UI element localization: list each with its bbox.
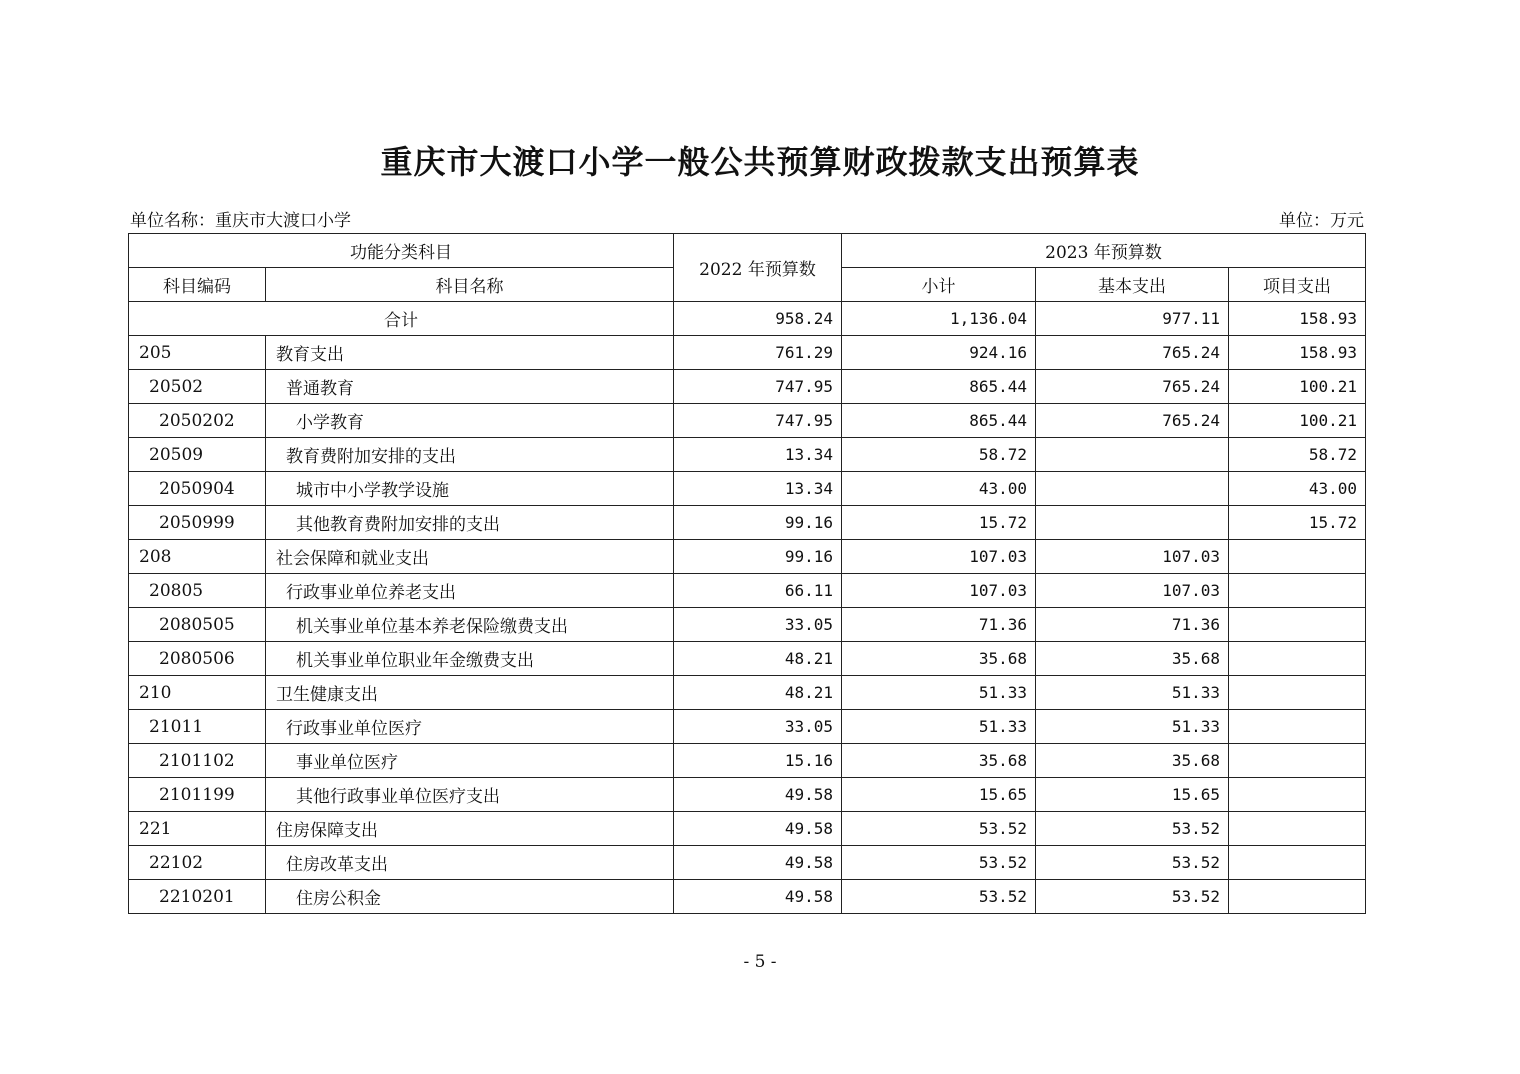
row-code: 2101199 <box>129 778 266 812</box>
row-budget-2022: 48.21 <box>674 642 842 676</box>
row-budget-2022: 49.58 <box>674 778 842 812</box>
row-project <box>1229 676 1366 710</box>
row-name: 住房保障支出 <box>266 812 674 846</box>
row-name: 社会保障和就业支出 <box>266 540 674 574</box>
header-basic: 基本支出 <box>1036 268 1229 302</box>
row-basic <box>1036 438 1229 472</box>
total-basic: 977.11 <box>1036 302 1229 336</box>
row-project: 100.21 <box>1229 370 1366 404</box>
table-row <box>129 812 1366 846</box>
row-budget-2022: 747.95 <box>674 404 842 438</box>
row-code: 2050904 <box>129 472 266 506</box>
row-code: 221 <box>129 812 266 846</box>
row-subtotal: 51.33 <box>842 710 1036 744</box>
row-code: 22102 <box>129 846 266 880</box>
row-budget-2022: 49.58 <box>674 846 842 880</box>
table-row <box>129 744 1366 778</box>
row-subtotal: 71.36 <box>842 608 1036 642</box>
total-project: 158.93 <box>1229 302 1366 336</box>
table-row <box>129 404 1366 438</box>
row-project <box>1229 744 1366 778</box>
total-label: 合计 <box>129 302 674 336</box>
row-name: 教育支出 <box>266 336 674 370</box>
row-name: 机关事业单位基本养老保险缴费支出 <box>266 608 674 642</box>
row-code: 210 <box>129 676 266 710</box>
row-subtotal: 35.68 <box>842 642 1036 676</box>
table-row <box>129 472 1366 506</box>
row-subtotal: 58.72 <box>842 438 1036 472</box>
row-name: 普通教育 <box>266 370 674 404</box>
row-basic: 35.68 <box>1036 642 1229 676</box>
row-name: 其他行政事业单位医疗支出 <box>266 778 674 812</box>
table-row <box>129 438 1366 472</box>
row-subtotal: 53.52 <box>842 846 1036 880</box>
row-project <box>1229 710 1366 744</box>
row-basic: 35.68 <box>1036 744 1229 778</box>
row-subtotal: 865.44 <box>842 370 1036 404</box>
row-code: 208 <box>129 540 266 574</box>
document-meta <box>130 208 1364 234</box>
row-basic: 107.03 <box>1036 574 1229 608</box>
row-basic: 765.24 <box>1036 336 1229 370</box>
row-subtotal: 107.03 <box>842 540 1036 574</box>
row-budget-2022: 66.11 <box>674 574 842 608</box>
table-row <box>129 880 1366 914</box>
total-budget-2022: 958.24 <box>674 302 842 336</box>
row-project <box>1229 540 1366 574</box>
row-subtotal: 924.16 <box>842 336 1036 370</box>
row-subtotal: 15.72 <box>842 506 1036 540</box>
row-project: 15.72 <box>1229 506 1366 540</box>
table-row <box>129 540 1366 574</box>
row-basic: 765.24 <box>1036 404 1229 438</box>
row-budget-2022: 33.05 <box>674 608 842 642</box>
row-name: 行政事业单位养老支出 <box>266 574 674 608</box>
row-basic: 15.65 <box>1036 778 1229 812</box>
header-row-1 <box>129 234 1366 268</box>
row-basic: 53.52 <box>1036 880 1229 914</box>
row-budget-2022: 15.16 <box>674 744 842 778</box>
row-code: 2050202 <box>129 404 266 438</box>
unit-name-label: 单位名称：重庆市大渡口小学 <box>130 211 351 231</box>
row-name: 机关事业单位职业年金缴费支出 <box>266 642 674 676</box>
row-name: 教育费附加安排的支出 <box>266 438 674 472</box>
row-project: 158.93 <box>1229 336 1366 370</box>
row-code: 205 <box>129 336 266 370</box>
row-budget-2022: 49.58 <box>674 812 842 846</box>
row-name: 行政事业单位医疗 <box>266 710 674 744</box>
row-subtotal: 865.44 <box>842 404 1036 438</box>
row-basic: 53.52 <box>1036 812 1229 846</box>
row-subtotal: 53.52 <box>842 880 1036 914</box>
row-code: 20805 <box>129 574 266 608</box>
row-subtotal: 43.00 <box>842 472 1036 506</box>
table-row <box>129 710 1366 744</box>
row-project: 43.00 <box>1229 472 1366 506</box>
row-subtotal: 15.65 <box>842 778 1036 812</box>
row-project: 58.72 <box>1229 438 1366 472</box>
row-basic: 71.36 <box>1036 608 1229 642</box>
header-name: 科目名称 <box>266 268 674 302</box>
table-row <box>129 370 1366 404</box>
table-row <box>129 574 1366 608</box>
row-project <box>1229 574 1366 608</box>
row-budget-2022: 49.58 <box>674 880 842 914</box>
header-budget-2022: 2022 年预算数 <box>674 234 842 302</box>
row-basic: 107.03 <box>1036 540 1229 574</box>
row-code: 2050999 <box>129 506 266 540</box>
row-code: 20502 <box>129 370 266 404</box>
row-project <box>1229 812 1366 846</box>
table-row <box>129 778 1366 812</box>
row-name: 住房改革支出 <box>266 846 674 880</box>
row-budget-2022: 747.95 <box>674 370 842 404</box>
row-budget-2022: 99.16 <box>674 506 842 540</box>
budget-table <box>128 233 1366 914</box>
header-functional-category: 功能分类科目 <box>129 234 674 268</box>
row-name: 卫生健康支出 <box>266 676 674 710</box>
row-budget-2022: 761.29 <box>674 336 842 370</box>
row-code: 2101102 <box>129 744 266 778</box>
row-budget-2022: 13.34 <box>674 438 842 472</box>
row-name: 小学教育 <box>266 404 674 438</box>
row-name: 城市中小学教学设施 <box>266 472 674 506</box>
row-subtotal: 35.68 <box>842 744 1036 778</box>
header-code: 科目编码 <box>129 268 266 302</box>
unit-label: 单位：万元 <box>1279 211 1364 231</box>
row-budget-2022: 13.34 <box>674 472 842 506</box>
row-code: 2210201 <box>129 880 266 914</box>
row-basic: 51.33 <box>1036 710 1229 744</box>
total-subtotal: 1,136.04 <box>842 302 1036 336</box>
row-project <box>1229 778 1366 812</box>
row-name: 住房公积金 <box>266 880 674 914</box>
total-row <box>129 302 1366 336</box>
document-title: 重庆市大渡口小学一般公共预算财政拨款支出预算表 <box>380 143 1140 181</box>
table-row <box>129 676 1366 710</box>
header-subtotal: 小计 <box>842 268 1036 302</box>
row-code: 21011 <box>129 710 266 744</box>
row-code: 2080505 <box>129 608 266 642</box>
row-subtotal: 53.52 <box>842 812 1036 846</box>
table-row <box>129 642 1366 676</box>
row-code: 2080506 <box>129 642 266 676</box>
table-row <box>129 846 1366 880</box>
row-project <box>1229 880 1366 914</box>
row-name: 其他教育费附加安排的支出 <box>266 506 674 540</box>
header-project: 项目支出 <box>1229 268 1366 302</box>
row-budget-2022: 33.05 <box>674 710 842 744</box>
row-code: 20509 <box>129 438 266 472</box>
row-subtotal: 107.03 <box>842 574 1036 608</box>
row-subtotal: 51.33 <box>842 676 1036 710</box>
row-basic: 51.33 <box>1036 676 1229 710</box>
table-row <box>129 336 1366 370</box>
row-budget-2022: 48.21 <box>674 676 842 710</box>
row-project <box>1229 642 1366 676</box>
budget-table-body <box>129 302 1366 914</box>
row-basic <box>1036 506 1229 540</box>
row-name: 事业单位医疗 <box>266 744 674 778</box>
row-basic <box>1036 472 1229 506</box>
row-budget-2022: 99.16 <box>674 540 842 574</box>
page-number: - 5 - <box>743 952 777 972</box>
row-project <box>1229 608 1366 642</box>
table-row <box>129 608 1366 642</box>
row-project <box>1229 846 1366 880</box>
row-project: 100.21 <box>1229 404 1366 438</box>
row-basic: 765.24 <box>1036 370 1229 404</box>
row-basic: 53.52 <box>1036 846 1229 880</box>
table-row <box>129 506 1366 540</box>
header-budget-2023: 2023 年预算数 <box>842 234 1366 268</box>
